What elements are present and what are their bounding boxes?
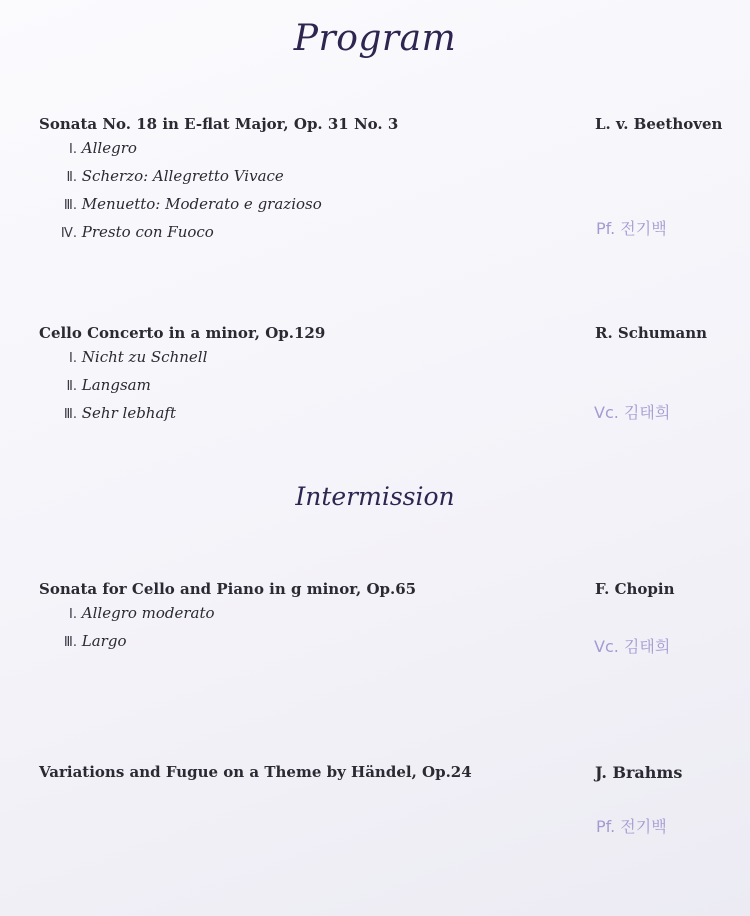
movement-list — [39, 347, 207, 431]
movement-item — [39, 138, 322, 166]
movement-item — [39, 347, 207, 375]
movement-name: Presto con Fuoco — [81, 223, 214, 241]
movement-number: Ⅰ. — [69, 607, 77, 622]
performer-name: Vc. 김태희 — [594, 637, 671, 656]
piece-title: Cello Concerto in a minor, Op.129 — [39, 324, 326, 342]
piece-title: Variations and Fugue on a Theme by Händel, Op.24 — [39, 763, 472, 781]
movement-item — [39, 403, 207, 431]
movement-item — [39, 603, 215, 631]
movement-list — [39, 138, 322, 250]
movement-name: Sehr lebhaft — [81, 404, 176, 422]
movement-name: Largo — [81, 632, 127, 650]
piece-title: Sonata No. 18 in E-flat Major, Op. 31 No. 3 — [39, 115, 399, 133]
page-title: Program — [293, 18, 457, 59]
movement-name: Nicht zu Schnell — [81, 348, 208, 366]
movement-number: Ⅱ. — [66, 379, 77, 394]
composer-name: R. Schumann — [595, 324, 708, 342]
composer-name: L. v. Beethoven — [595, 115, 723, 133]
movement-item — [39, 631, 215, 659]
movement-name: Langsam — [81, 376, 151, 394]
movement-list — [39, 603, 215, 659]
movement-number: Ⅳ. — [60, 226, 77, 241]
movement-item — [39, 166, 322, 194]
movement-number: Ⅲ. — [63, 407, 77, 422]
movement-item — [39, 375, 207, 403]
composer-name: J. Brahms — [595, 763, 683, 782]
performer-name: Vc. 김태희 — [594, 403, 671, 422]
movement-number: Ⅰ. — [69, 351, 77, 366]
composer-name: F. Chopin — [595, 580, 675, 598]
movement-name: Allegro moderato — [81, 604, 215, 622]
performer-name: Pf. 전기백 — [596, 219, 667, 238]
movement-item — [39, 222, 322, 250]
movement-number: Ⅲ. — [63, 635, 77, 650]
movement-number: Ⅰ. — [69, 142, 77, 157]
movement-name: Scherzo: Allegretto Vivace — [81, 167, 284, 185]
movement-name: Allegro — [81, 139, 137, 157]
movement-name: Menuetto: Moderato e grazioso — [81, 195, 322, 213]
performer-name: Pf. 전기백 — [596, 817, 667, 836]
intermission-heading: Intermission — [295, 482, 455, 511]
piece-title: Sonata for Cello and Piano in g minor, Op.65 — [39, 580, 417, 598]
movement-number: Ⅲ. — [63, 198, 77, 213]
movement-number: Ⅱ. — [66, 170, 77, 185]
movement-item — [39, 194, 322, 222]
